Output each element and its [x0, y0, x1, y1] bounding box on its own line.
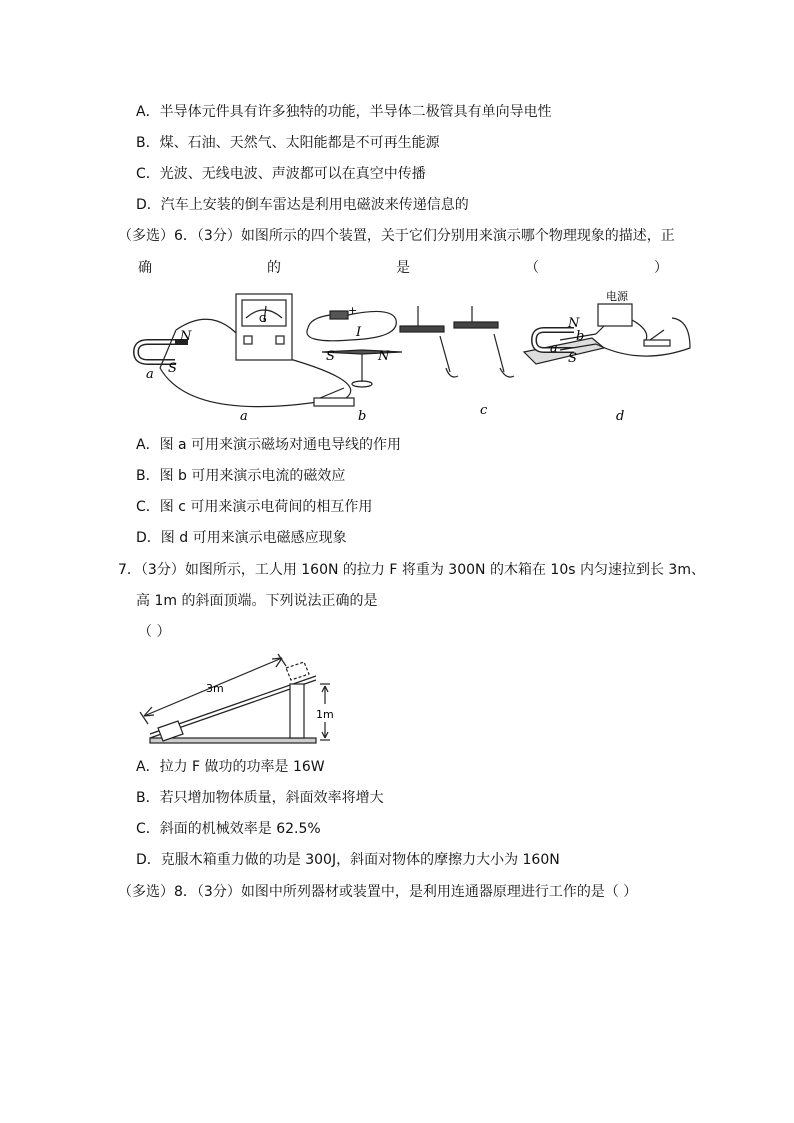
q5-option-b: B．煤、石油、天然气、太阳能都是不可再生能源 — [136, 135, 440, 151]
figure-d-caption: d — [616, 409, 625, 424]
q7-option-c: C．斜面的机械效率是 62.5% — [136, 821, 321, 837]
q7-option-a: A．拉力 F 做功的功率是 16W — [136, 759, 325, 775]
q7-stem: 7．（3分）如图所示，工人用 160N 的拉力 F 将重为 300N 的木箱在 10s 内匀速拉到长 3m、 — [118, 562, 705, 578]
q6-option-a: A．图 a 可用来演示磁场对通电导线的作用 — [136, 437, 402, 453]
q5-option-c: C．光波、无线电波、声波都可以在真空中传播 — [136, 166, 426, 182]
figure-a-meter-label: G — [259, 314, 267, 325]
q7-length-label: 3m — [206, 682, 224, 695]
q6-stem-char-2: 的 — [267, 260, 281, 276]
figure-b-n-label: N — [378, 349, 390, 364]
figure-b-current-label: I — [356, 325, 362, 340]
q5-option-d: D．汽车上安装的倒车雷达是利用电磁波来传递信息的 — [136, 197, 469, 213]
q6-stem-char-1: 确 — [138, 260, 152, 276]
figure-d-power-label: 电源 — [606, 290, 628, 303]
q7-height-label: 1m — [316, 708, 334, 721]
figure-d-b-label: b — [576, 329, 585, 344]
q6-stem-char-4: （ — [525, 260, 539, 276]
figure-b-caption: b — [358, 409, 367, 424]
figure-b-s-label: S — [326, 349, 335, 364]
q8-stem: （多选）8．（3分）如图中所列器材或装置中，是利用连通器原理进行工作的是（ ） — [118, 884, 638, 900]
q7-option-d: D．克服木箱重力做的功是 300J，斜面对物体的摩擦力大小为 160N — [136, 852, 560, 868]
q6-option-c: C．图 c 可用来演示电荷间的相互作用 — [136, 499, 373, 515]
q5-option-a: A．半导体元件具有许多独特的功能，半导体二极管具有单向导电性 — [136, 104, 552, 120]
figure-a-wire-label: a — [146, 367, 154, 382]
q6-stem: （多选）6．（3分）如图所示的四个装置，关于它们分别用来演示哪个物理现象的描述，正 — [118, 228, 675, 244]
q6-stem-char-5: ） — [654, 260, 668, 276]
figure-a-n-label: N — [180, 329, 192, 344]
q6-stem-char-3: 是 — [396, 260, 410, 276]
q6-option-b: B．图 b 可用来演示电流的磁效应 — [136, 468, 346, 484]
q6-option-d: D．图 d 可用来演示电磁感应现象 — [136, 530, 347, 546]
figure-b-plus-label: + — [348, 304, 358, 317]
figure-a-caption: a — [240, 409, 248, 424]
figure-c-caption: c — [480, 403, 488, 418]
figure-d-s-label: S — [568, 351, 577, 366]
q7-stem-line2: 高 1m 的斜面顶端。下列说法正确的是 — [136, 593, 378, 609]
figure-d-n-label: N — [568, 316, 580, 331]
q7-answer-blank: （ ） — [138, 624, 171, 640]
q7-option-b: B．若只增加物体质量，斜面效率将增大 — [136, 790, 384, 806]
figure-d-a-label: a — [550, 341, 558, 356]
figure-a-s-label: S — [168, 361, 177, 376]
